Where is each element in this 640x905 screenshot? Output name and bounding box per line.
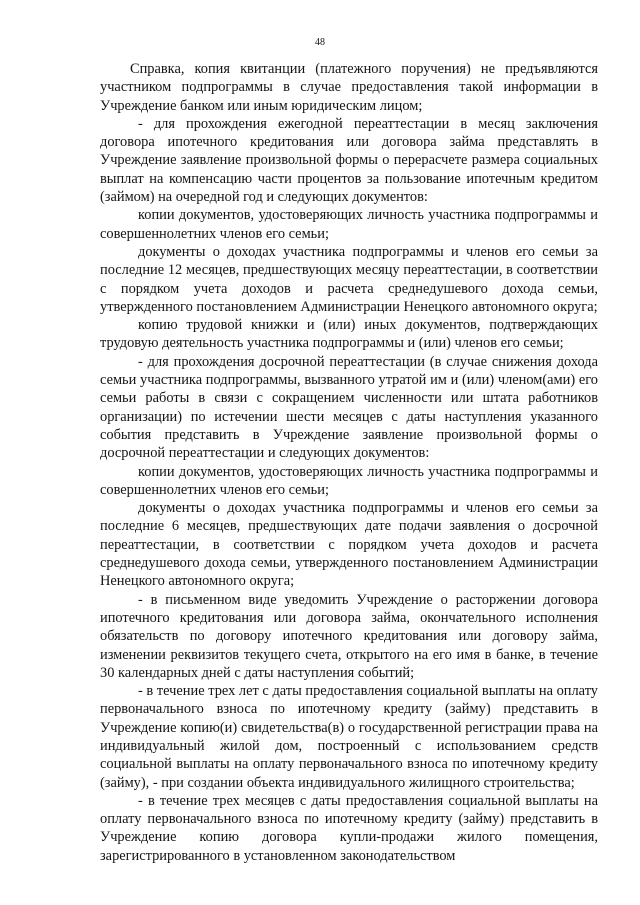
paragraph-income-12-months: документы о доходах участника подпрограммы и членов его семьи за последние 12 месяцев, предшествующих месяцу переаттестации, в соответствии с порядком учета доходов и расчета среднедушевого дохода семьи, утвержденного постановлением Администрации Ненецкого автономного округа; [100,243,598,315]
document-body [100,60,598,865]
paragraph-receipt-note: Справка, копия квитанции (платежного поручения) не предъявляются участником подпрограммы в случае предоставления такой информации в Учреждение банком или иным юридическим лицом; [100,61,598,114]
page-number: 48 [315,37,325,48]
paragraph-three-years-certificate: - в течение трех лет с даты предоставления социальной выплаты на оплату первоначального взноса по ипотечному кредиту (займу) представить в Учреждение копию(и) свидетельства(в) о государственной регистрации права на индивидуальный жилой дом, построенный с использованием средств социальной выплаты на оплату первоначального взноса по ипотечному кредиту (займу), - при создании объекта индивидуального жилищного строительства; [100,683,598,791]
paragraph-written-notice: - в письменном виде уведомить Учреждение о расторжении договора ипотечного кредитования или договора займа, окончательного исполнения обязательств по договору ипотечного кредитования или договору займа, изменении реквизитов текущего счета, открытого на его имя в банке, в течение 30 календарных дней с даты наступления событий; [100,591,598,681]
paragraph-three-months-contract: - в течение трех месяцев с даты предоставления социальной выплаты на оплату первоначального взноса по ипотечному кредиту (займу) представить в Учреждение копию договора купли-продажи жилого помещения, зарегистрированного в установленном законодательством [100,792,598,864]
paragraph-identity-documents-early: копии документов, удостоверяющих личность участника подпрограммы и совершеннолетних членов его семьи; [100,463,598,498]
paragraph-annual-reattestation: - для прохождения ежегодной переаттестации в месяц заключения договора ипотечного кредитования или договора займа представлять в Учреждение заявление произвольной формы о перерасчете размера социальных выплат на компенсацию части процентов за пользование ипотечным кредитом (займом) на очередной год и следующих документов: [100,115,598,206]
paragraph-early-reattestation: - для прохождения досрочной переаттестации (в случае снижения дохода семьи участника подпрограммы, вызванного утратой им и (или) членом(ами) его семьи работы в связи с сокращением численности или штата работников организации) по истечении шести месяцев с даты наступления указанного события представить в Учреждение заявление произвольной формы о досрочной переаттестации и следующих документов: [100,353,598,462]
paragraph-employment-record: копию трудовой книжки и (или) иных документов, подтверждающих трудовую деятельность участника подпрограммы и (или) членов его семьи; [100,317,598,352]
paragraph-income-6-months: документы о доходах участника подпрограммы и членов его семьи за последние 6 месяцев, предшествующих дате подачи заявления о досрочной переаттестации, в соответствии с порядком учета доходов и расчета среднедушевого дохода семьи, утвержденного постановлением Администрации Ненецкого автономного округа; [100,500,598,590]
paragraph-identity-documents: копии документов, удостоверяющих личность участника подпрограммы и совершеннолетних членов его семьи; [100,207,598,242]
